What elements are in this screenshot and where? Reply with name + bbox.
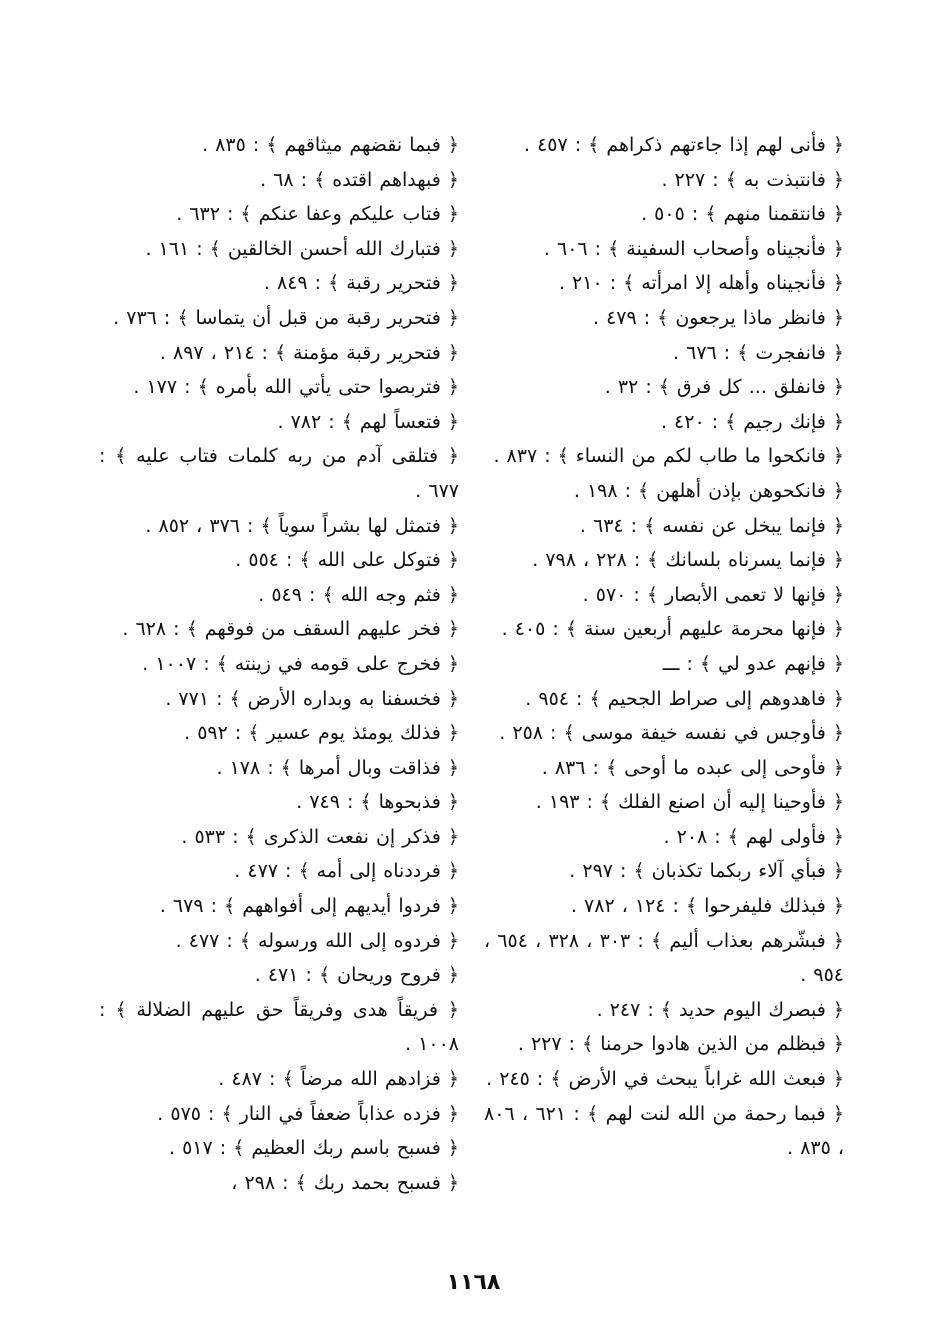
index-entry: ﴿ فذاقت وبال أمرها ﴾ : ١٧٨ . (216, 756, 459, 779)
index-entry: ﴿ فإنك رجيم ﴾ : ٤٢٠ . (660, 410, 844, 433)
index-entry: ﴿ فانفجرت ﴾ : ٦٧٦ . (673, 341, 844, 364)
index-entry: ﴿ فروح وريحان ﴾ : ٤٧١ . (254, 964, 459, 987)
index-entry: ﴿ فريقاً هدى وفريقاً حق عليهم الضلالة ﴾ : ١٠٠٨ . (99, 998, 459, 1056)
index-entry: ﴿ فزده عذاباً ضعفاً في النار ﴾ : ٥٧٥ . (157, 1102, 459, 1125)
index-entry: ﴿ فذبحوها ﴾ : ٧٤٩ . (296, 791, 459, 814)
index-entry: ﴿ فخرج على قومه في زينته ﴾ : ١٠٠٧ . (142, 652, 459, 675)
index-entry: ﴿ فبشّرهم بعذاب أليم ﴾ : ٣٠٣ ، ٣٢٨ ، ٦٥٤ ، ٩٥٤ . (484, 929, 844, 987)
index-entry: ﴿ فتمثل لها بشراً سوياً ﴾ : ٣٧٦ ، ٨٥٢ . (145, 514, 459, 537)
index-entry: ﴿ فتحرير رقبة من قبل أن يتماسا ﴾ : ٧٣٦ . (113, 306, 459, 329)
index-entry: ﴿ فردوه إلى الله ورسوله ﴾ : ٤٧٧ . (175, 929, 459, 952)
index-entry: ﴿ فإنهم عدو لي ﴾ : ـــ (662, 652, 844, 675)
index-entry: ﴿ فأولى لهم ﴾ : ٢٠٨ . (663, 825, 844, 848)
index-entry: ﴿ فتعساً لهم ﴾ : ٧٨٢ . (277, 410, 459, 433)
index-entry: ﴿ فسبح بحمد ربك ﴾ : ٢٩٨ ، (231, 1171, 459, 1194)
index-entry: ﴿ فانكحوا ما طاب لكم من النساء ﴾ : ٨٣٧ . (493, 445, 844, 468)
index-entry: ﴿ فبما رحمة من الله لنت لهم ﴾ : ٦٢١ ، ٨٠٦ ، ٨٣٥ . (484, 1102, 844, 1160)
index-entry: ﴿ فأوجس في نفسه خيفة موسى ﴾ : ٢٥٨ . (499, 722, 844, 745)
page-number: ١١٦٨ (446, 1270, 501, 1295)
index-entry: ﴿ فأوحى إلى عبده ما أوحى ﴾ : ٨٣٦ . (541, 756, 844, 779)
index-entry: ﴿ فخر عليهم السقف من فوقهم ﴾ : ٦٢٨ . (122, 618, 459, 641)
index-entry: ﴿ فبما نقضهم ميثاقهم ﴾ : ٨٣٥ . (202, 134, 459, 156)
index-entry: ﴿ فذكر إن نفعت الذكرى ﴾ : ٥٣٣ . (181, 825, 459, 848)
index-entry: ﴿ فتاب عليكم وعفا عنكم ﴾ : ٦٣٢ . (176, 203, 459, 226)
index-entry: ﴿ فبهداهم اقتده ﴾ : ٦٨ . (260, 168, 459, 191)
index-entry: ﴿ فإنها محرمة عليهم أربعين سنة ﴾ : ٤٠٥ . (501, 618, 844, 641)
index-entry: ﴿ فبأي آلاء ربكما تكذبان ﴾ : ٢٩٧ . (569, 860, 844, 883)
index-entry: ﴿ فبعث الله غراباً يبحث في الأرض ﴾ : ٢٤٥ . (486, 1068, 844, 1091)
index-entry: ﴿ فإنها لا تعمى الأبصار ﴾ : ٥٧٠ . (582, 583, 844, 606)
index-entry: ﴿ فتحرير رقبة ﴾ : ٨٤٩ . (263, 272, 459, 295)
index-entry: ﴿ فبظلم من الذين هادوا حرمنا ﴾ : ٢٢٧ . (517, 1033, 844, 1056)
index-entry: ﴿ فانفلق ... كل فرق ﴾ : ٣٢ . (604, 376, 844, 399)
index-entry: ﴿ فتوكل على الله ﴾ : ٥٥٤ . (235, 549, 459, 572)
index-entry: ﴿ فإنما يبخل عن نفسه ﴾ : ٦٣٤ . (579, 514, 844, 537)
index-entry: ﴿ فإنما يسرناه بلسانك ﴾ : ٢٢٨ ، ٧٩٨ . (532, 549, 844, 572)
index-column-right (484, 128, 844, 1166)
index-entry: ﴿ فأنجيناه وأهله إلا امرأته ﴾ : ٢١٠ . (558, 272, 844, 295)
index-entry: ﴿ فأوحينا إليه أن اصنع الفلك ﴾ : ١٩٣ . (535, 791, 844, 814)
index-entry: ﴿ فبصرك اليوم حديد ﴾ : ٢٤٧ . (596, 998, 844, 1021)
index-entry: ﴿ فبذلك فليفرحوا ﴾ : ١٢٤ ، ٧٨٢ . (570, 895, 844, 918)
index-entry: ﴿ فانظر ماذا يرجعون ﴾ : ٤٧٩ . (592, 306, 844, 329)
index-entry: ﴿ فسبح باسم ربك العظيم ﴾ : ٥١٧ . (168, 1137, 459, 1160)
index-entry: ﴿ فرددناه إلى أمه ﴾ : ٤٧٧ . (234, 860, 459, 883)
index-entry: ﴿ فاهدوهم إلى صراط الجحيم ﴾ : ٩٥٤ . (525, 687, 844, 710)
index-entry: ﴿ فتلقى آدم من ربه كلمات فتاب عليه ﴾ : ٦٧٧ . (99, 445, 459, 502)
index-entry: ﴿ فانكحوهن بإذن أهلهن ﴾ : ١٩٨ . (573, 479, 844, 502)
index-column-left (99, 128, 459, 1200)
index-entry: ﴿ فردوا أيديهم إلى أفواههم ﴾ : ٦٧٩ . (159, 895, 459, 918)
index-entry: ﴿ فخسفنا به وبداره الأرض ﴾ : ٧٧١ . (165, 687, 459, 710)
index-entry: ﴿ فانتقمنا منهم ﴾ : ٥٠٥ . (641, 203, 844, 226)
index-entry: ﴿ فتبارك الله أحسن الخالقين ﴾ : ١٦١ . (145, 237, 459, 260)
index-entry: ﴿ فذلك يومئذ يوم عسير ﴾ : ٥٩٢ . (184, 722, 459, 745)
index-entry: ﴿ فأنى لهم إذا جاءتهم ذكراهم ﴾ : ٤٥٧ . (523, 134, 844, 156)
index-entry: ﴿ فانتبذت به ﴾ : ٢٢٧ . (661, 168, 844, 191)
index-entry: ﴿ فزادهم الله مرضاً ﴾ : ٤٨٧ . (218, 1068, 459, 1091)
index-entry: ﴿ فأنجيناه وأصحاب السفينة ﴾ : ٦٠٦ . (543, 237, 844, 260)
index-entry: ﴿ فثم وجه الله ﴾ : ٥٤٩ . (258, 583, 459, 606)
index-entry: ﴿ فتحرير رقبة مؤمنة ﴾ : ٢١٤ ، ٨٩٧ . (159, 341, 459, 364)
index-entry: ﴿ فتربصوا حتى يأتي الله بأمره ﴾ : ١٧٧ . (133, 376, 459, 399)
